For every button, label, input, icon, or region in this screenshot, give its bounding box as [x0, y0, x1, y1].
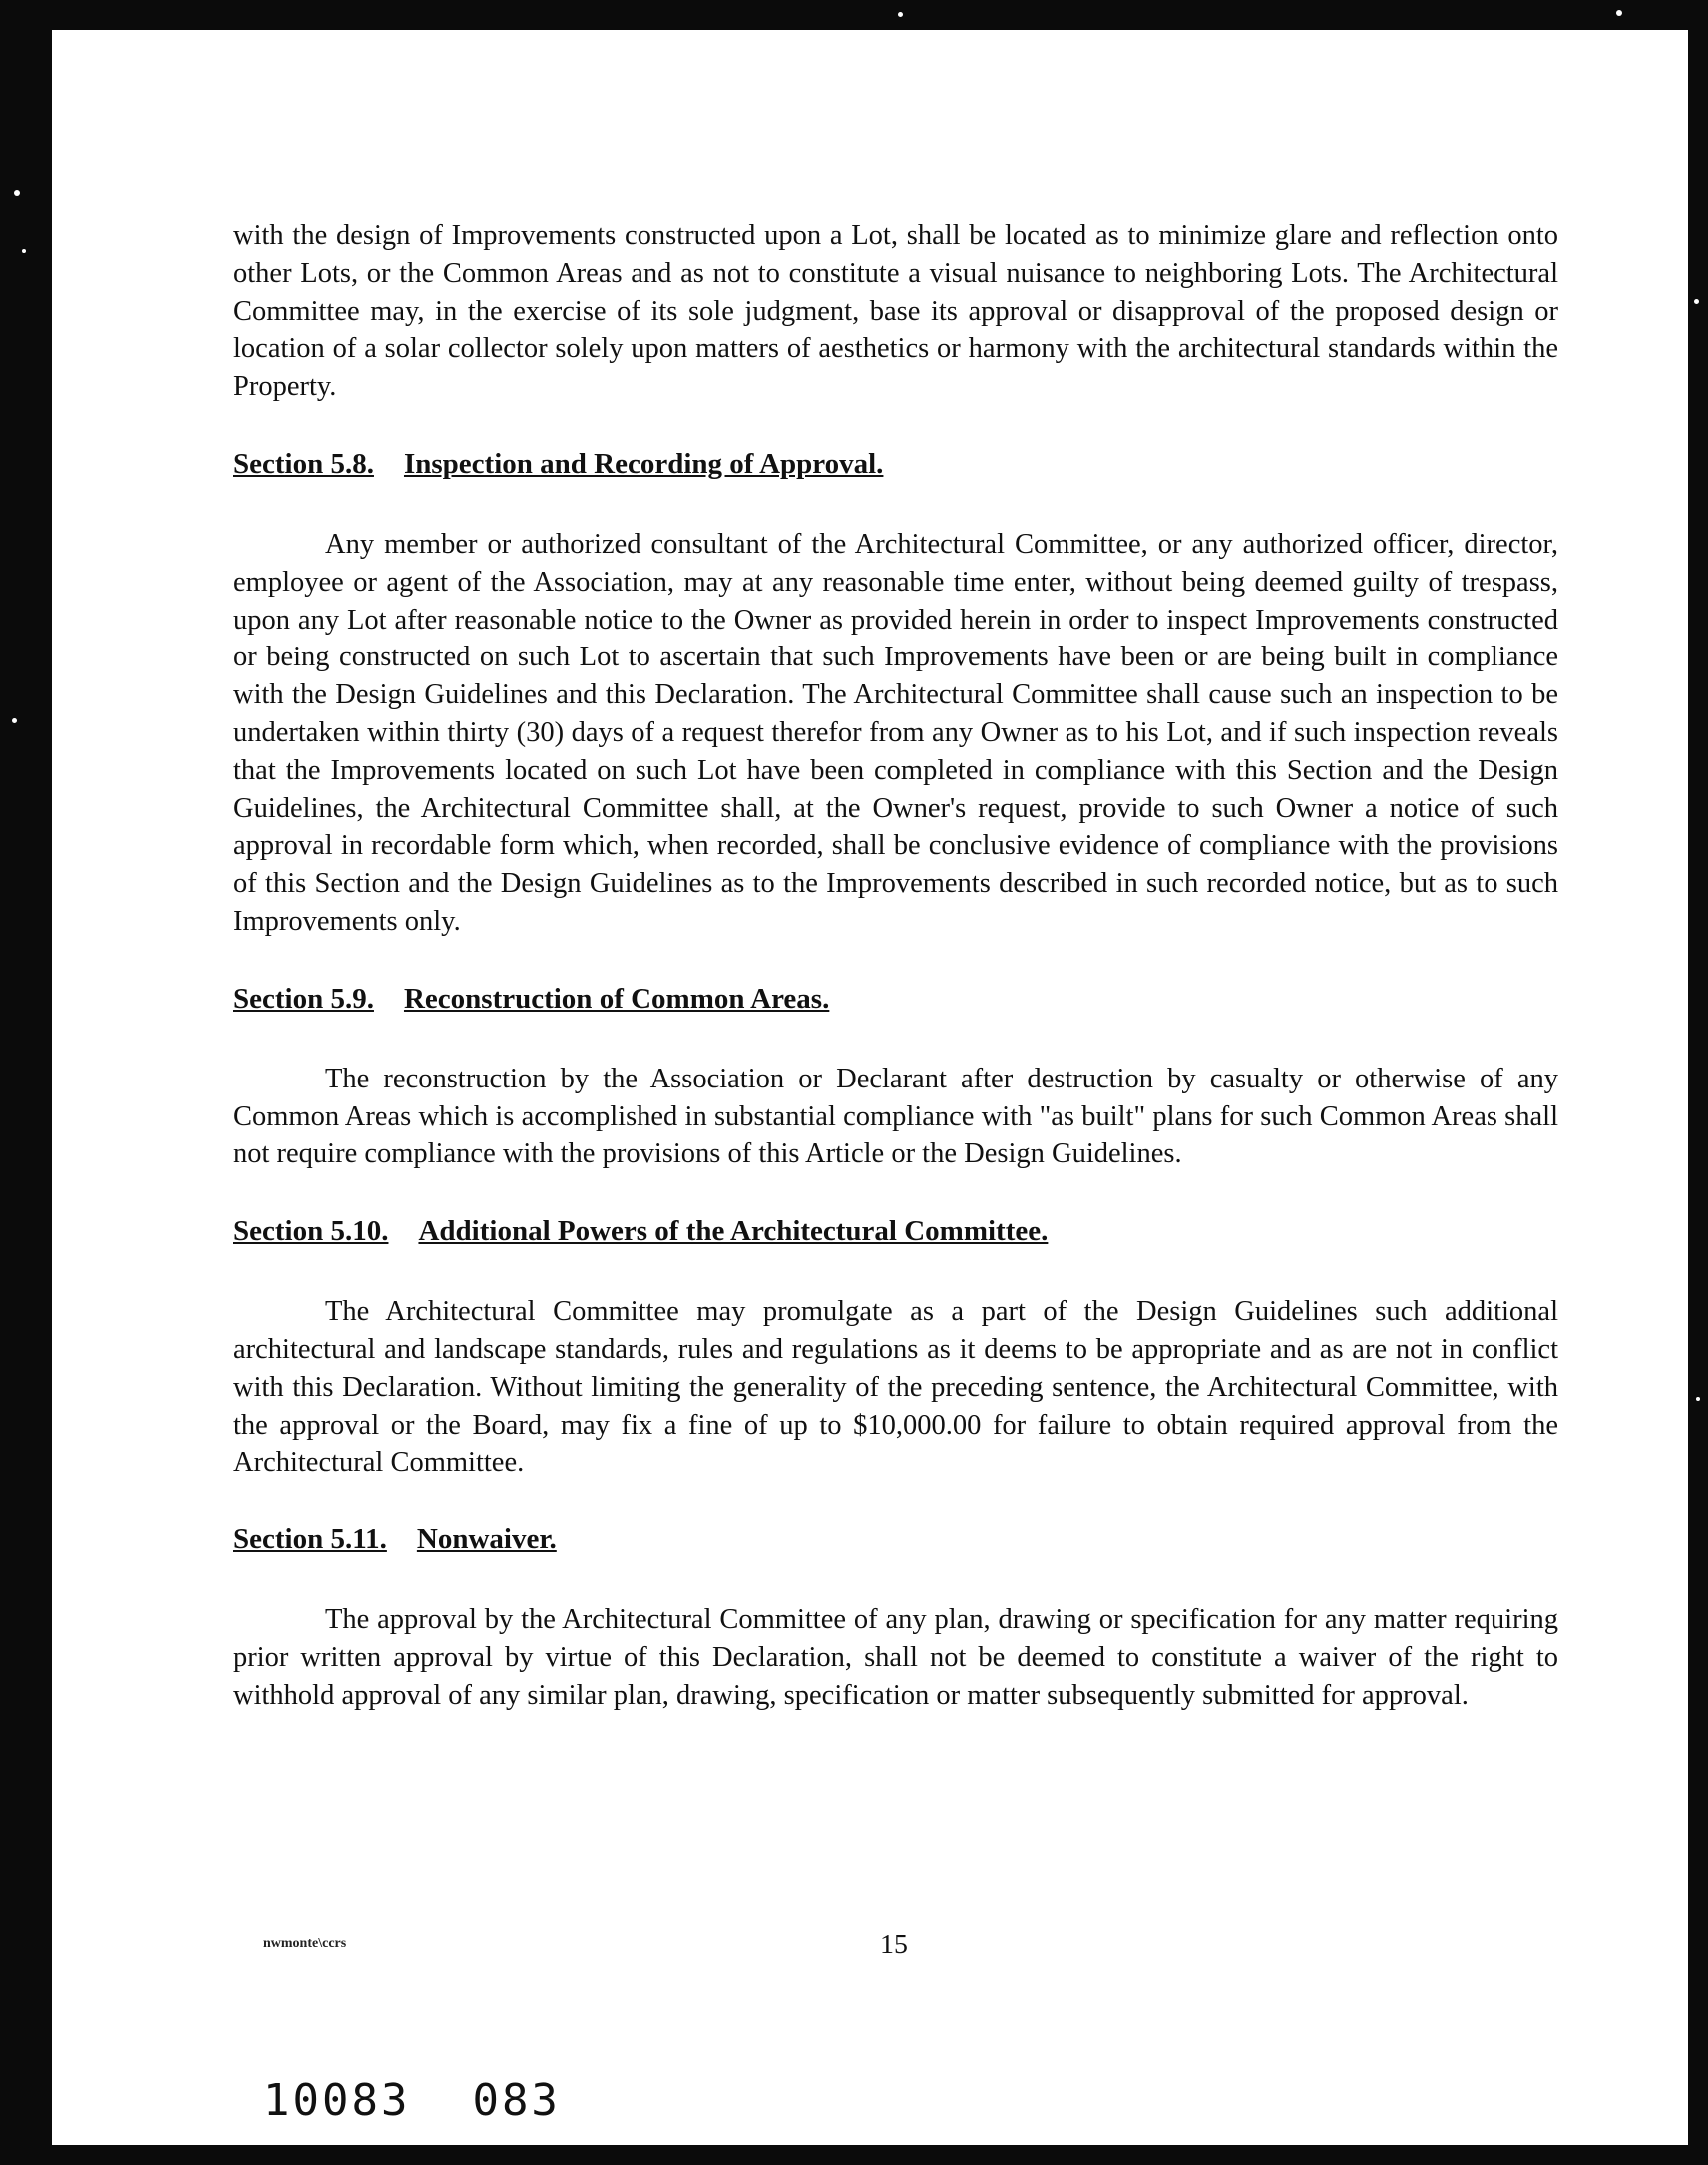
scan-speck	[1694, 299, 1699, 304]
scan-speck	[1696, 1397, 1700, 1401]
scan-speck	[1616, 10, 1622, 16]
section-body: The reconstruction by the Association or Declarant after destruction by casualty or otherwise of any Common Areas which is accomplished in substantial compliance with "as built" plans for such Common Areas shall not require compliance with the provisions of this Article or the Design Guidelines.	[233, 1063, 1558, 1170]
scan-speck	[898, 12, 903, 17]
section-number: Section 5.8.	[233, 447, 374, 480]
section-body: The Architectural Committee may promulgate as a part of the Design Guidelines such additional architectural and landscape standards, rules and regulations as it deems to be appropriate and as are not in conflict with this Declaration. Without limiting the generality of the preceding sentence, the Architectural Committee, with the approval or the Board, may fix a fine of up to $10,000.00 for failure to obtain required approval from the Architectural Committee.	[233, 1296, 1558, 1479]
section-body: The approval by the Architectural Committee of any plan, drawing or specification for any matter requiring prior written approval by virtue of this Declaration, shall not be deemed to constitute a waiver of the right to withhold approval of any similar plan, drawing, specification or matter subsequently submitted for approval.	[233, 1604, 1558, 1711]
section-heading	[233, 981, 1558, 1017]
section-number: Section 5.11.	[233, 1523, 387, 1556]
page-number: 15	[880, 1930, 908, 1960]
document-number-part: 083	[472, 2075, 561, 2126]
scan-speck	[12, 718, 17, 723]
section-number: Section 5.9.	[233, 982, 374, 1015]
footer-file-code: nwmonte\ccrs	[263, 1936, 347, 1950]
document-number-part: 10083	[263, 2075, 411, 2126]
scan-speck	[14, 190, 20, 196]
section-title: Nonwaiver.	[416, 1523, 557, 1556]
section-number: Section 5.10.	[233, 1215, 389, 1248]
scan-speck	[22, 249, 26, 253]
document-number	[263, 2075, 561, 2126]
intro-paragraph: with the design of Improvements constructed upon a Lot, shall be located as to minimize glare and reflection onto other Lots, or the Common Areas and as not to constitute a visual nuisance to neighboring Lots. The Architectural Committee may, in the exercise of its sole judgment, base its approval or disapproval of the proposed design or location of a solar collector solely upon matters of aesthetics or harmony with the architectural standards within the Property.	[233, 220, 1558, 403]
section-heading	[233, 446, 1558, 482]
section-title: Reconstruction of Common Areas.	[403, 982, 830, 1015]
section-body: Any member or authorized consultant of the Architectural Committee, or any authorized officer, director, employee or agent of the Association, may at any reasonable time enter, without being deemed guilty of trespass, upon any Lot after reasonable notice to the Owner as provided herein in order to inspect Improvements constructed or being constructed on such Lot to ascertain that such Improvements have been or are being built in compliance with the Design Guidelines and this Declaration. The Architectural Committee shall cause such an inspection to be undertaken within thirty (30) days of a request therefor from any Owner as to his Lot, and if such inspection reveals that the Improvements located on such Lot have been completed in compliance with this Section and the Design Guidelines, the Architectural Committee shall, at the Owner's request, provide to such Owner a notice of such approval in recordable form which, when recorded, shall be conclusive evidence of compliance with the provisions of this Section and the Design Guidelines as to the Improvements described in such recorded notice, but as to such Improvements only.	[233, 528, 1558, 937]
section-title: Inspection and Recording of Approval.	[403, 447, 884, 480]
section-heading	[233, 1521, 1558, 1557]
document-page	[52, 30, 1688, 2145]
section-heading	[233, 1213, 1558, 1249]
section-title: Additional Powers of the Architectural Committee.	[418, 1215, 1049, 1248]
page-content	[233, 217, 1558, 1715]
